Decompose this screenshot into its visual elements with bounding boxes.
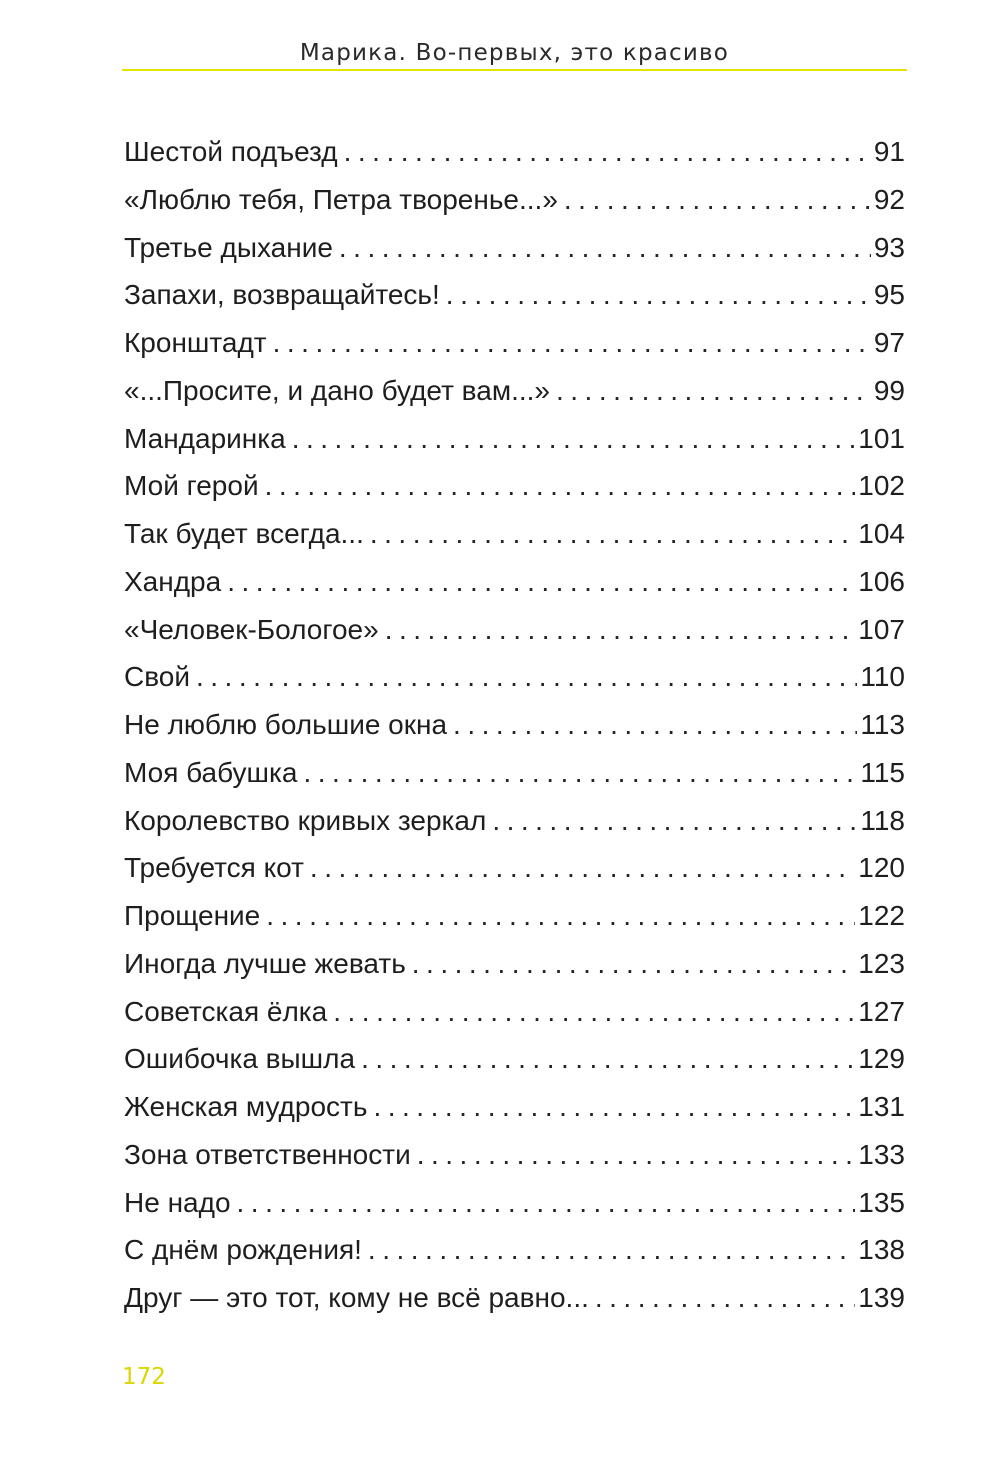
toc-entry-page: 127 [858,995,905,1027]
toc-dot-leader [373,1083,855,1131]
toc-entry-title: Не надо [124,1186,231,1218]
toc-entry-page: 113 [860,709,905,740]
toc-entry-page: 91 [873,136,905,167]
toc-entry-page: 120 [858,852,905,884]
toc-dot-leader [556,367,871,415]
toc-dot-leader [412,940,856,988]
toc-entry-title: Кронштадт [124,327,267,358]
toc-entry [124,128,905,176]
toc-entry [124,176,905,224]
toc-entry-page: 93 [873,231,905,263]
toc-entry [124,1131,905,1179]
toc-entry-page: 107 [858,613,905,645]
running-header: Марика. Во-первых, это красиво [299,40,730,66]
toc-entry-page: 97 [873,327,905,358]
toc-dot-leader [564,176,871,224]
toc-entry [124,844,905,892]
toc-entry-page: 106 [858,565,905,597]
toc-entry [124,1226,905,1274]
toc-dot-leader [273,319,871,367]
toc-entry [124,653,905,701]
toc-entry-page: 102 [858,470,905,502]
toc-dot-leader [265,462,856,510]
toc-entry-title: Хандра [124,565,222,597]
toc-entry-title: «Человек-Бологое» [124,613,379,645]
toc-entry [124,1035,905,1083]
toc-dot-leader [339,224,871,272]
header-rule [122,69,907,71]
toc-dot-leader [492,797,857,845]
toc-entry-title: «...Просите, и дано будет вам...» [124,374,550,406]
toc-entry-title: Ошибочка вышла [124,1043,356,1075]
toc-entry-title: Советская ёлка [124,995,328,1027]
toc-entry [124,797,905,845]
toc-entry [124,462,905,510]
toc-entry-title: Моя бабушка [124,756,298,788]
toc-entry [124,271,905,319]
toc-dot-leader [333,988,855,1036]
toc-entry [124,701,905,749]
toc-dot-leader [361,1035,855,1083]
toc-entry-page: 104 [858,518,905,549]
toc-entry-page: 95 [873,279,905,311]
toc-entry-page: 118 [860,804,905,836]
toc-entry-page: 101 [858,422,905,454]
toc-dot-leader [310,844,855,892]
toc-entry-page: 115 [860,756,905,788]
toc-entry-title: Так будет всегда... [124,518,364,549]
toc-entry-title: Прощение [124,900,261,931]
toc-dot-leader [368,1226,855,1274]
toc-entry-page: 123 [858,947,905,979]
toc-entry-page: 110 [860,661,905,693]
toc-entry-title: С днём рождения! [124,1234,362,1266]
toc-entry [124,319,905,367]
toc-entry [124,1083,905,1131]
toc-entry [124,606,905,654]
toc-entry [124,367,905,415]
toc-entry [124,892,905,940]
toc-dot-leader [595,1274,855,1322]
toc-dot-leader [453,701,857,749]
toc-entry-title: Шестой подъезд [124,136,338,167]
toc-dot-leader [385,606,856,654]
toc-entry [124,1179,905,1227]
toc-entry [124,940,905,988]
toc-entry [124,988,905,1036]
toc-entry-page: 92 [873,183,905,215]
toc-entry-page: 129 [858,1043,905,1075]
toc-dot-leader [196,653,857,701]
toc-entry-title: Зона ответственности [124,1138,411,1170]
toc-dot-leader [227,558,855,606]
toc-entry-title: Запахи, возвращайтесь! [124,279,440,311]
toc-entry-page: 133 [858,1138,905,1170]
toc-entry [124,558,905,606]
toc-dot-leader [237,1179,856,1227]
toc-entry-title: Мой герой [124,470,259,502]
page-number: 172 [122,1364,166,1390]
toc-entry-title: Свой [124,661,190,693]
toc-dot-leader [446,271,871,319]
toc-entry [124,224,905,272]
toc-entry-title: Третье дыхание [124,231,333,263]
toc-entry-page: 131 [858,1091,905,1122]
toc-entry-title: Иногда лучше жевать [124,947,406,979]
toc-entry [124,415,905,463]
toc-dot-leader [417,1131,856,1179]
toc-entry-page: 138 [858,1234,905,1266]
toc-entry-page: 139 [858,1282,905,1313]
toc-entry-title: Не люблю большие окна [124,709,448,740]
toc-entry-page: 135 [858,1186,905,1218]
toc-entry-title: Женская мудрость [124,1091,368,1122]
table-of-contents [124,128,905,1322]
toc-entry-title: «Люблю тебя, Петра творенье...» [124,183,558,215]
toc-entry-title: Друг — это тот, кому не всё равно... [124,1282,589,1313]
toc-dot-leader [303,749,857,797]
toc-entry [124,1274,905,1322]
toc-entry-page: 122 [858,900,905,931]
toc-entry-title: Мандаринка [124,422,286,454]
toc-entry-title: Требуется кот [124,852,304,884]
toc-dot-leader [370,510,855,558]
toc-dot-leader [292,415,856,463]
toc-entry [124,510,905,558]
toc-dot-leader [344,128,871,176]
toc-entry [124,749,905,797]
toc-entry-page: 99 [873,374,905,406]
toc-dot-leader [266,892,855,940]
toc-entry-title: Королевство кривых зеркал [124,804,487,836]
